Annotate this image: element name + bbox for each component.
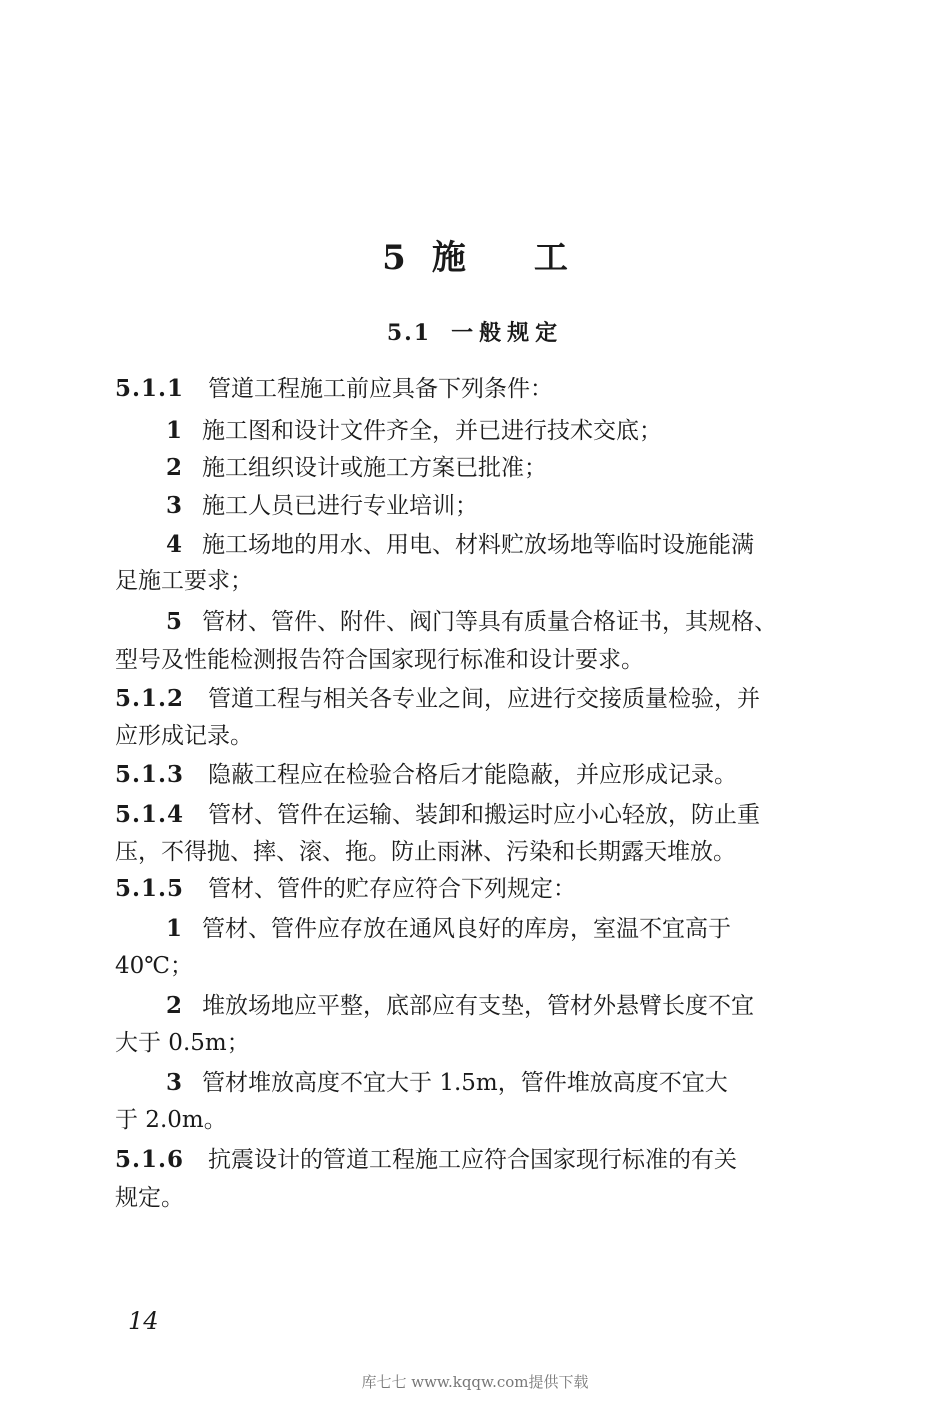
item-5-1-1-4 (166, 527, 886, 563)
item-text: 施工图和设计文件齐全，并已进行技术交底； (202, 418, 663, 444)
item-number: 3 (166, 1069, 183, 1096)
chapter-title (0, 234, 950, 282)
clause-text: 管道工程施工前应具备下列条件： (208, 376, 554, 402)
item-text: 管材、管件、附件、阀门等具有质量合格证书，其规格、 (202, 609, 778, 635)
chapter-number: 5 (382, 238, 406, 278)
item-5-1-5-2-cont (115, 1025, 835, 1061)
clause-5-1-3 (115, 757, 835, 793)
clause-number: 5.1.6 (115, 1146, 185, 1173)
item-number: 1 (166, 915, 183, 942)
clause-text: 隐蔽工程应在检验合格后才能隐蔽，并应形成记录。 (208, 762, 738, 788)
item-text: 施工组织设计或施工方案已批准； (202, 455, 548, 481)
clause-text: 压，不得抛、摔、滚、拖。防止雨淋、污染和长期露天堆放。 (115, 839, 736, 865)
item-number: 2 (166, 992, 183, 1019)
item-5-1-1-5-cont (115, 642, 835, 678)
clause-5-1-6-cont (115, 1180, 835, 1216)
clause-5-1-4 (115, 797, 835, 833)
page-number: 14 (128, 1307, 159, 1335)
clause-5-1-2-cont (115, 718, 835, 754)
chapter-title-part2: 工 (533, 238, 568, 278)
item-text: 大于 0.5m； (115, 1030, 250, 1056)
item-text: 堆放场地应平整，底部应有支垫，管材外悬臂长度不宜 (202, 993, 755, 1019)
item-5-1-1-4-cont (115, 563, 835, 599)
item-5-1-1-5 (166, 604, 886, 640)
section-heading: 一般规定 (451, 320, 564, 346)
item-text: 施工人员已进行专业培训； (202, 493, 479, 519)
clause-5-1-5 (115, 871, 835, 907)
clause-5-1-2 (115, 681, 835, 717)
clause-text: 应形成记录。 (115, 723, 253, 749)
item-text: 型号及性能检测报告符合国家现行标准和设计要求。 (115, 647, 644, 673)
item-text: 管材、管件应存放在通风良好的库房，室温不宜高于 (202, 916, 732, 942)
item-5-1-5-1 (166, 911, 886, 947)
clause-text: 管材、管件的贮存应符合下列规定： (208, 876, 577, 902)
item-5-1-5-3 (166, 1065, 886, 1101)
clause-5-1-1 (115, 371, 835, 407)
item-text: 管材堆放高度不宜大于 1.5m，管件堆放高度不宜大 (202, 1070, 728, 1096)
download-watermark: 库七七 www.kqqw.com提供下载 (361, 1373, 589, 1391)
item-number: 4 (166, 531, 183, 558)
chapter-title-part1: 施 (431, 238, 466, 278)
clause-number: 5.1.5 (115, 875, 185, 902)
item-text: 施工场地的用水、用电、材料贮放场地等临时设施能满 (202, 532, 755, 558)
clause-number: 5.1.1 (115, 375, 185, 402)
item-number: 2 (166, 454, 183, 481)
section-number: 5.1 (386, 320, 432, 346)
item-number: 5 (166, 608, 183, 635)
clause-text: 抗震设计的管道工程施工应符合国家现行标准的有关 (208, 1147, 738, 1173)
clause-5-1-4-cont (115, 834, 835, 870)
item-number: 1 (166, 417, 183, 444)
item-5-1-5-2 (166, 988, 886, 1024)
item-text: 于 2.0m。 (115, 1107, 227, 1133)
clause-5-1-6 (115, 1142, 835, 1178)
item-5-1-5-1-cont (115, 948, 835, 984)
clause-number: 5.1.2 (115, 685, 185, 712)
clause-text: 管材、管件在运输、装卸和搬运时应小心轻放，防止重 (208, 802, 761, 828)
clause-number: 5.1.3 (115, 761, 185, 788)
clause-text: 规定。 (115, 1185, 184, 1211)
clause-number: 5.1.4 (115, 801, 185, 828)
section-title (0, 316, 950, 350)
clause-text: 管道工程与相关各专业之间，应进行交接质量检验，并 (208, 686, 761, 712)
item-number: 3 (166, 492, 183, 519)
item-5-1-1-1 (166, 413, 886, 449)
item-text: 40℃； (115, 953, 193, 979)
item-5-1-5-3-cont (115, 1102, 835, 1138)
item-text: 足施工要求； (115, 568, 253, 594)
item-5-1-1-3 (166, 488, 886, 524)
item-5-1-1-2 (166, 450, 886, 486)
